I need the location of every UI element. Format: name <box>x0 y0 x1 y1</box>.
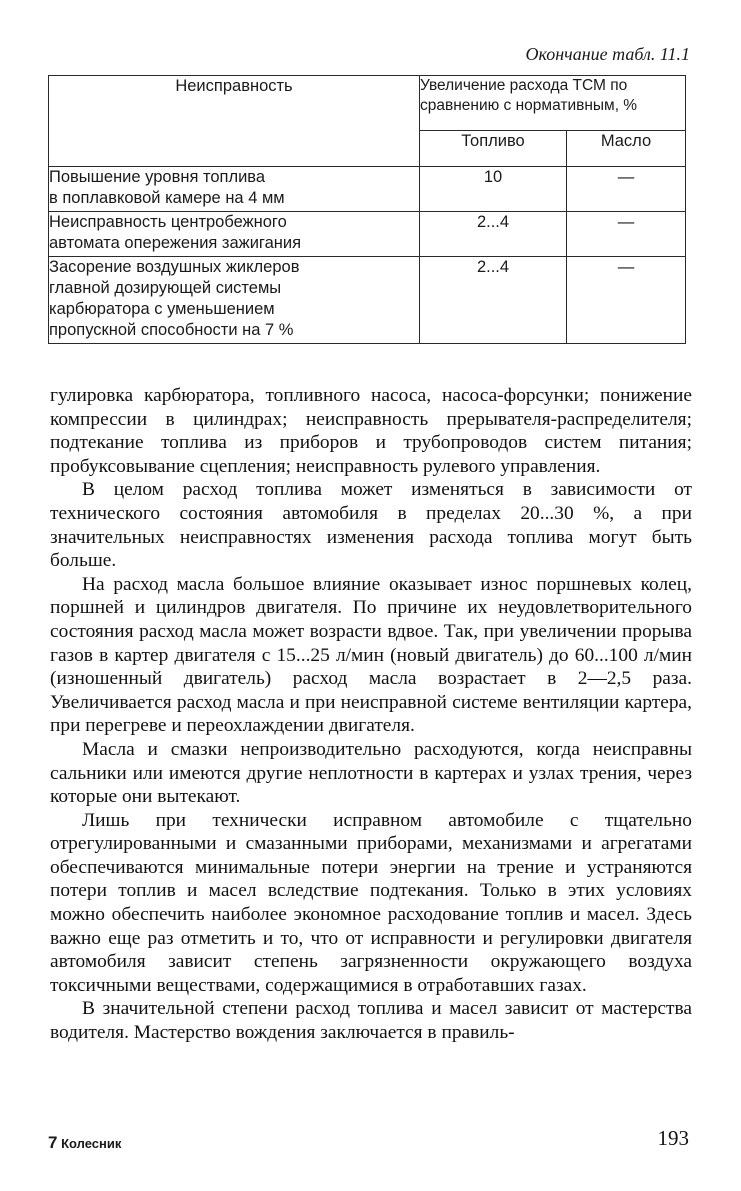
signature-number: 7 <box>48 1133 58 1152</box>
table-caption: Окончание табл. 11.1 <box>525 44 690 64</box>
paragraph: Масла и смазки непроизводительно расходуются, когда неисправны сальники или имеются другие неплотности в картерах и узлах трения, через которые они вытекают. <box>50 738 692 808</box>
fuel-value-cell: 2...4 <box>420 212 567 257</box>
fuel-value-cell: 10 <box>420 167 567 212</box>
signature-mark <box>48 1133 121 1153</box>
signature-name: Колесник <box>61 1136 122 1151</box>
table-header-row <box>49 76 686 131</box>
fault-name-line: главной дозирующей системы <box>49 279 282 297</box>
fault-name-cell <box>49 257 420 344</box>
fault-name-line: Неисправность центробежного <box>49 213 287 231</box>
table-row <box>49 257 686 344</box>
fault-name-cell <box>49 212 420 257</box>
fuel-value-cell: 2...4 <box>420 257 567 344</box>
fault-name-line: карбюратора с уменьшением <box>49 300 275 318</box>
body-text <box>50 384 692 1045</box>
table-row <box>49 212 686 257</box>
fault-name-line: пропускной способности на 7 % <box>49 321 294 339</box>
header-increase: Увеличение расхода ТСМ по сравнению с нормативным, % <box>420 76 686 131</box>
oil-value-cell: — <box>567 167 686 212</box>
paragraph: В значительной степени расход топлива и масел зависит от мастерства водителя. Мастерство вождения заключается в правиль- <box>50 998 692 1044</box>
paragraph: На расход масла большое влияние оказывает износ поршневых колец, поршней и цилиндров двигателя. По причине их неудовлетворительного состояния расход масла может возрасти вдвое. Так, при увеличении прорыва газов в картер двигателя с 15...25 л/мин (новый двигатель) до 60...100 л/мин (изношенный двигатель) расход масла возрастает в 2—2,5 раза. Увеличивается расход масла и при неисправной системе вентиляции картера, при перегреве и переохлаждении двигателя. <box>50 573 692 737</box>
header-oil: Масло <box>567 131 686 167</box>
fault-table <box>48 75 686 344</box>
oil-value-cell: — <box>567 212 686 257</box>
fault-name-line: автомата опережения зажигания <box>49 234 302 252</box>
header-fault: Неисправность <box>49 76 420 167</box>
table-row <box>49 167 686 212</box>
paragraph: В целом расход топлива может изменяться в зависимости от технического состояния автомобиля в пределах 20...30 %, а при значительных неисправностях изменения расхода топлива могут быть больше. <box>50 479 692 572</box>
fault-name-line: Засорение воздушных жиклеров <box>49 258 300 276</box>
fault-name-line: Повышение уровня топлива <box>49 168 266 186</box>
page-number: 193 <box>657 1126 689 1150</box>
fault-name-line: в поплавковой камере на 4 мм <box>49 189 285 207</box>
paragraph: гулировка карбюратора, топливного насоса, насоса-форсунки; понижение компрессии в цилиндрах; неисправность прерывателя-распределителя; подтекание топлива из приборов и трубопроводов систем питания; пробуксовывание сцепления; неисправность рулевого управления. <box>50 385 692 477</box>
fault-name-cell <box>49 167 420 212</box>
header-fuel: Топливо <box>420 131 567 167</box>
paragraph: Лишь при технически исправном автомобиле с тщательно отрегулированными и смазанными приборами, механизмами и агрегатами обеспечиваются минимальные потери энергии на трение и устраняются потери топлив и масел вследствие подтекания. Только в этих условиях можно обеспечить наиболее экономное расходование топлив и масел. Здесь важно еще раз отметить и то, что от исправности и регулировки двигателя автомобиля зависит степень загрязненности окружающего воздуха токсичными веществами, содержащимися в отработавших газах. <box>50 809 692 996</box>
oil-value-cell: — <box>567 257 686 344</box>
